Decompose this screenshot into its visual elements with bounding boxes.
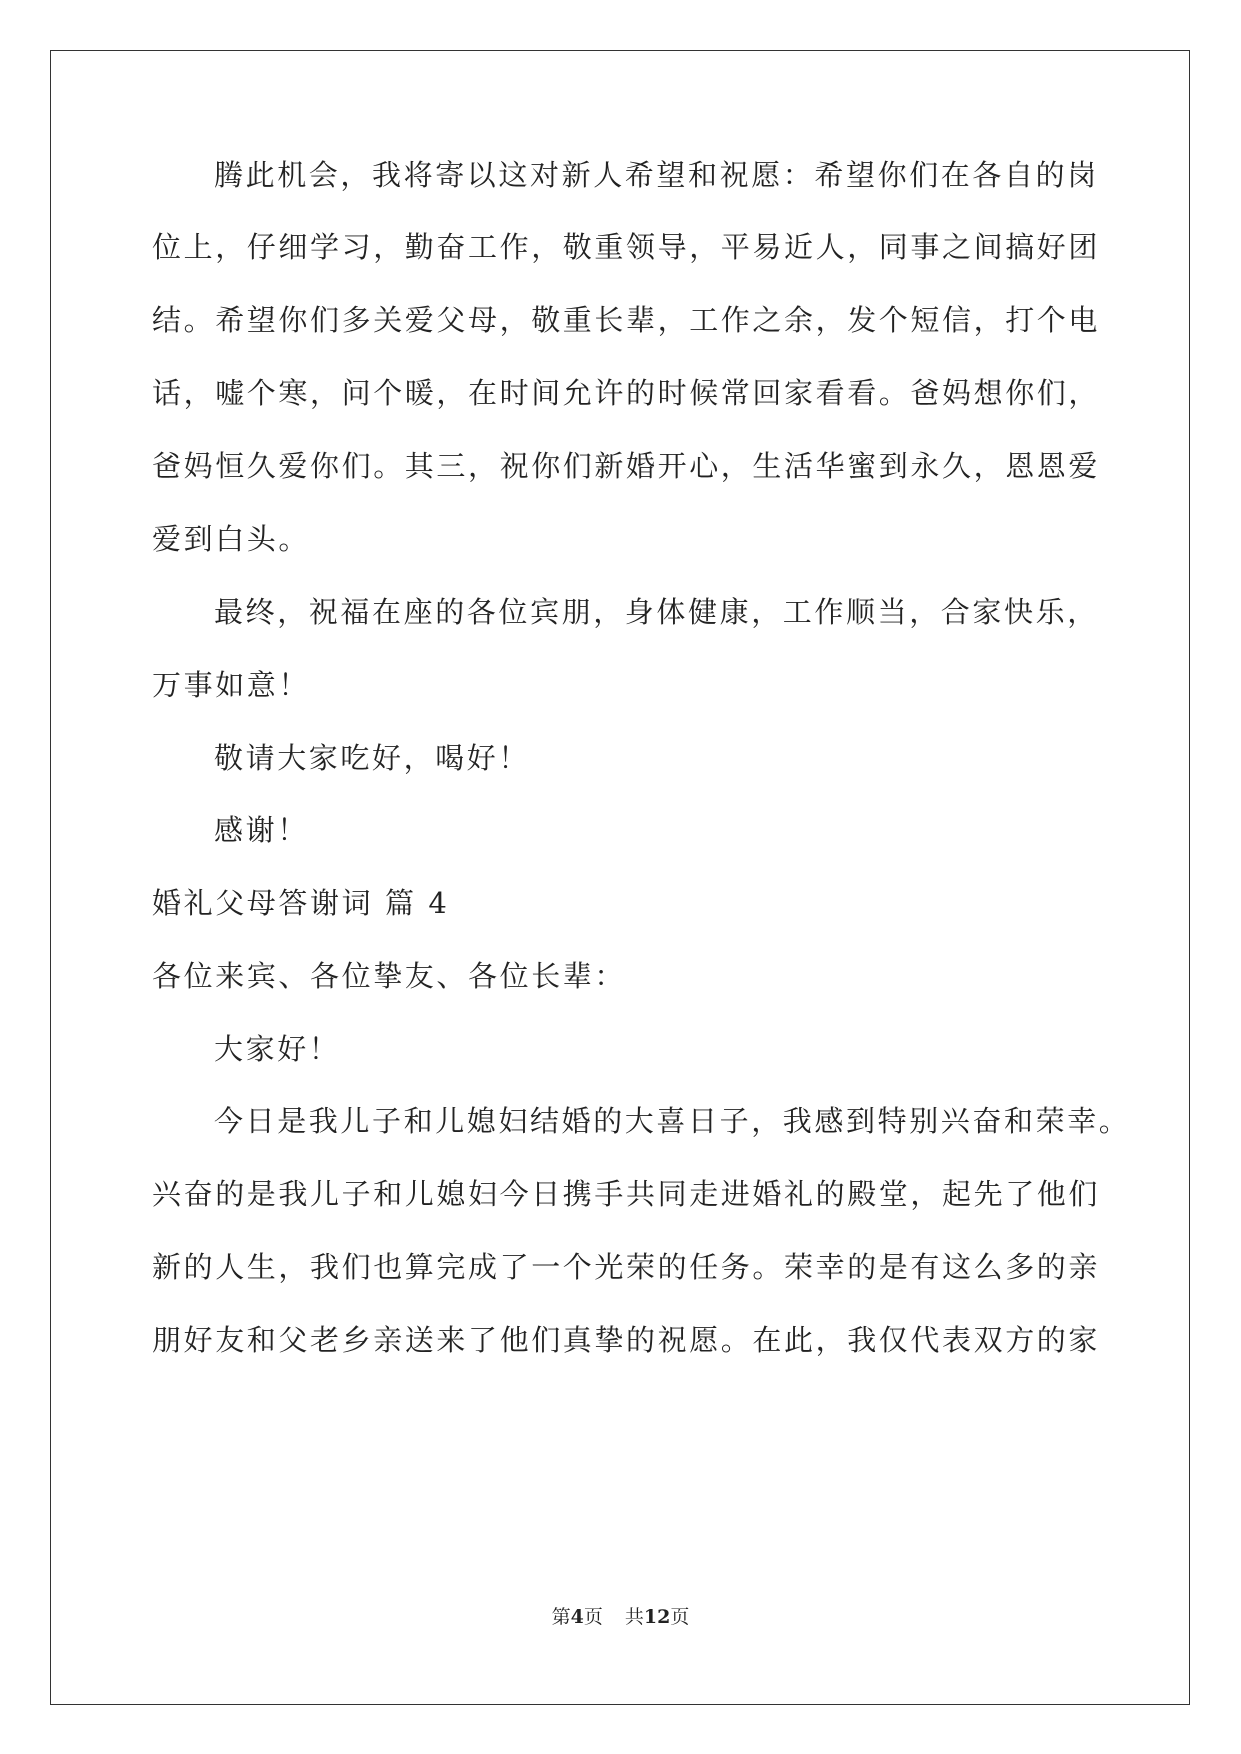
paragraph-line: 腾此机会，我将寄以这对新人希望和祝愿：希望你们在各自的岗 <box>214 158 1099 192</box>
salutation: 各位来宾、各位挚友、各位长辈： <box>152 959 627 993</box>
paragraph-line: 话，嘘个寒，问个暖，在时间允许的时候常回家看看。爸妈想你们， <box>152 376 1101 410</box>
page-prefix: 第 <box>551 1606 571 1628</box>
paragraph-line: 新的人生，我们也算完成了一个光荣的任务。荣幸的是有这么多的亲 <box>152 1250 1101 1284</box>
total-prefix: 共 <box>624 1606 644 1628</box>
paragraph-line: 最终，祝福在座的各位宾朋，身体健康，工作顺当，合家快乐， <box>214 595 1099 629</box>
page-frame <box>50 50 1190 1705</box>
paragraph-line: 爸妈恒久爱你们。其三，祝你们新婚开心，生活华蜜到永久，恩恩爱 <box>152 449 1101 483</box>
page-number: 4 <box>570 1606 584 1628</box>
page-footer <box>0 1605 1241 1629</box>
paragraph-line: 敬请大家吃好，喝好！ <box>214 741 531 775</box>
paragraph-line: 爱到白头。 <box>152 522 311 556</box>
greeting: 大家好！ <box>214 1032 341 1066</box>
paragraph-line: 万事如意！ <box>152 668 311 702</box>
total-pages: 12 <box>643 1606 671 1628</box>
paragraph-line: 今日是我儿子和儿媳妇结婚的大喜日子，我感到特别兴奋和荣幸。 <box>214 1104 1131 1138</box>
paragraph-line: 结。希望你们多关爱父母，敬重长辈，工作之余，发个短信，打个电 <box>152 303 1101 337</box>
page-suffix: 页 <box>583 1606 603 1628</box>
paragraph-line: 兴奋的是我儿子和儿媳妇今日携手共同走进婚礼的殿堂，起先了他们 <box>152 1177 1101 1211</box>
paragraph-line: 朋好友和父老乡亲送来了他们真挚的祝愿。在此，我仅代表双方的家 <box>152 1323 1101 1357</box>
total-suffix: 页 <box>670 1606 690 1628</box>
section-heading: 婚礼父母答谢词 篇 4 <box>152 886 450 920</box>
paragraph-line: 位上，仔细学习，勤奋工作，敬重领导，平易近人，同事之间搞好团 <box>152 230 1101 264</box>
paragraph-line: 感谢！ <box>214 813 309 847</box>
